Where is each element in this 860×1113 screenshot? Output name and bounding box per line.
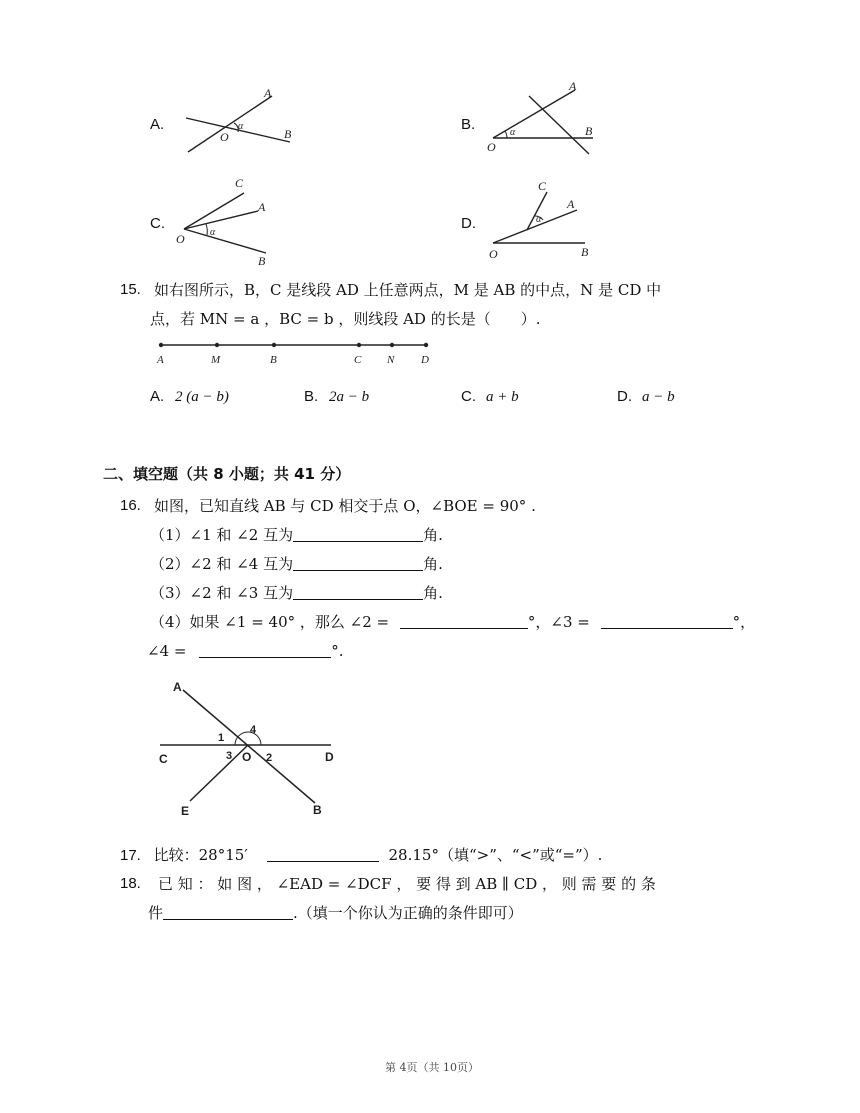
point-label: B <box>258 254 266 267</box>
section-title: 二、填空题（共 8 小题；共 41 分） <box>103 465 351 483</box>
q16-part1-suffix: 角. <box>423 526 443 544</box>
angle-arc <box>505 131 507 138</box>
q15-stem-line1: 如右图所示，B，C 是线段 AD 上任意两点，M 是 AB 的中点，N 是 CD 中 <box>154 281 662 299</box>
q14-option-c-label: C. <box>150 215 165 232</box>
angle-number: 3 <box>226 750 233 762</box>
angle-number: 1 <box>218 732 225 744</box>
point-label: O <box>176 232 185 246</box>
q16-part2-blank[interactable] <box>293 556 423 571</box>
q16-figure <box>155 675 355 823</box>
point-label: M <box>211 354 221 366</box>
point-dot <box>390 343 394 347</box>
q16-part4-mid: °，∠3 = <box>527 613 590 631</box>
point-label: A <box>157 354 164 366</box>
q14-option-b-label: B. <box>461 116 476 133</box>
q16-part4-line2 <box>147 641 344 661</box>
q15-option-c-text: a + b <box>486 389 519 405</box>
q17-suffix: 28.15°（填“>”、“<”或“=”）. <box>388 846 603 864</box>
q14-option-d-label: D. <box>461 215 476 232</box>
q16-number: 16. <box>120 497 141 514</box>
q16-part3-blank[interactable] <box>293 585 423 600</box>
angle-arc <box>206 224 207 235</box>
q16-part4-blank-angle2[interactable] <box>400 614 528 629</box>
point-label: D <box>325 750 334 764</box>
point-dot <box>215 343 219 347</box>
q17-blank[interactable] <box>267 847 379 862</box>
q15-option-d-text: a − b <box>642 389 675 405</box>
q16-stem: 如图，已知直线 AB 与 CD 相交于点 O，∠BOE = 90° . <box>154 497 536 515</box>
q16-part1-text: （1）∠1 和 ∠2 互为 <box>150 526 294 544</box>
point-label: O <box>242 750 252 764</box>
point-label: A <box>258 200 266 214</box>
point-label: A <box>173 680 182 694</box>
point-dot <box>159 343 163 347</box>
q18-line2-text: 件 <box>148 904 164 922</box>
q16-part2-text: （2）∠2 和 ∠4 互为 <box>150 555 294 573</box>
q16-part4-blank-angle4[interactable] <box>199 643 331 658</box>
angle-number: 4 <box>250 724 257 736</box>
q16-part3 <box>150 583 443 603</box>
q15-segment-figure <box>150 336 450 370</box>
point-label: N <box>387 354 395 366</box>
q16-part4-line2-end: °. <box>331 642 344 660</box>
q16-part3-text: （3）∠2 和 ∠3 互为 <box>150 584 294 602</box>
point-label: C <box>235 176 244 190</box>
point-label: D <box>421 354 429 366</box>
point-label: A <box>264 86 272 100</box>
q16-part4-end: °， <box>732 613 756 631</box>
q17-number: 17. <box>120 847 141 864</box>
point-label: C <box>354 354 362 366</box>
point-label: A <box>567 197 575 211</box>
q15-option-a-text: 2 (a − b) <box>175 389 229 405</box>
line-ob <box>184 229 266 253</box>
point-label: B <box>585 124 593 138</box>
q15-stem-line2: 点，若 MN = a ，BC = b ，则线段 AD 的长是（ ）. <box>150 310 541 328</box>
angle-label: α <box>210 227 216 238</box>
q16-part4 <box>150 612 755 632</box>
ray-oe <box>190 745 248 801</box>
point-label: E <box>181 804 190 818</box>
q14-option-b-figure <box>485 78 610 156</box>
q16-part4-line2-text: ∠4 = <box>147 642 187 660</box>
q16-part2 <box>150 554 443 574</box>
point-dot <box>357 343 361 347</box>
transversal <box>529 96 589 154</box>
q14-option-c-figure <box>172 175 277 267</box>
q16-part4-blank-angle3[interactable] <box>601 614 733 629</box>
point-dot <box>272 343 276 347</box>
q16-part3-suffix: 角. <box>423 584 443 602</box>
q18-line2-suffix: .（填一个你认为正确的条件即可） <box>293 904 523 922</box>
point-label: C <box>159 752 168 766</box>
point-label: B <box>284 127 292 141</box>
point-label: O <box>489 247 498 261</box>
line-oc <box>184 193 244 229</box>
q15-option-b-text: 2a − b <box>329 389 370 405</box>
q17 <box>120 845 602 866</box>
q18-blank[interactable] <box>163 905 293 920</box>
q15-option-d-label: D. <box>617 388 632 405</box>
angle-label: α <box>238 121 244 132</box>
point-label: B <box>313 803 322 817</box>
point-label: B <box>581 245 589 259</box>
q16-part1 <box>150 525 443 545</box>
line-ab <box>183 690 315 803</box>
point-label: O <box>487 140 496 154</box>
q14-option-a-label: A. <box>150 116 165 133</box>
angle-number: 2 <box>266 752 273 764</box>
point-label: O <box>220 130 229 144</box>
q18-line2 <box>148 903 523 923</box>
q14-option-d-figure <box>485 176 605 266</box>
q16-part4-text: （4）如果 ∠1 = 40° ，那么 ∠2 = <box>150 613 390 631</box>
angle-label: α <box>536 214 542 225</box>
point-label: C <box>538 179 547 193</box>
point-label: A <box>569 79 577 93</box>
point-label: B <box>270 354 277 366</box>
q16-part1-blank[interactable] <box>293 527 423 542</box>
line-oa <box>493 90 575 138</box>
page-footer: 第 4页（共 10页） <box>385 1061 479 1074</box>
angle-label: α <box>510 127 516 138</box>
line-oa <box>188 96 272 152</box>
line-oa <box>184 211 258 229</box>
q15-number: 15. <box>120 281 141 298</box>
q15-option-b-label: B. <box>304 388 319 405</box>
q18-number: 18. <box>120 875 141 892</box>
q15-option-c-label: C. <box>461 388 476 405</box>
q17-text: 比较：28°15′ <box>153 846 248 864</box>
q18-stem-line1: 已 知 ： 如 图 ， ∠EAD = ∠DCF ， 要 得 到 AB ∥ CD ， 则 需 要 的 条 <box>158 875 656 893</box>
point-dot <box>424 343 428 347</box>
q16-part2-suffix: 角. <box>423 555 443 573</box>
q15-option-a-label: A. <box>150 388 165 405</box>
q14-option-a-figure <box>180 80 310 160</box>
